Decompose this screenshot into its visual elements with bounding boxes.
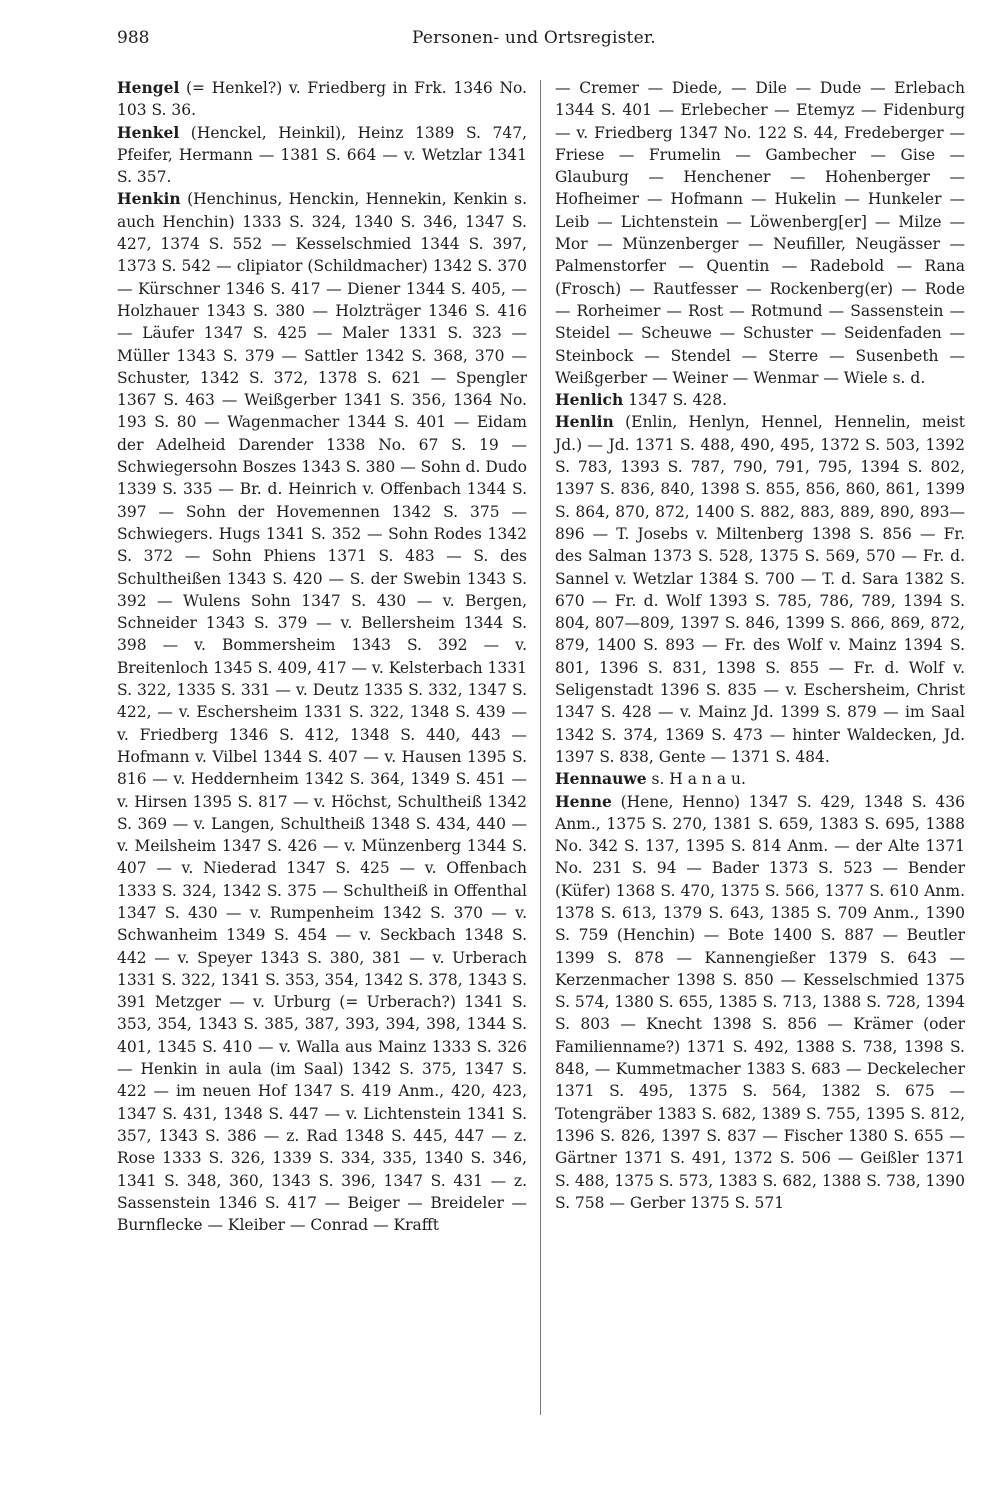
- column-divider: [540, 80, 541, 1415]
- entry-head: Hengel: [117, 78, 180, 97]
- index-entry: [555, 791, 965, 1215]
- index-entry: [555, 389, 965, 411]
- index-entry: [117, 188, 527, 1236]
- left-column: [117, 77, 527, 1236]
- index-entry: [117, 77, 527, 122]
- entry-text: (= Henkel?) v. Friedberg in Frk. 1346 No. 103 S. 36.: [117, 79, 527, 120]
- page-number: 988: [117, 28, 150, 48]
- entry-text: (Henchinus, Henckin, Hennekin, Kenkin s. auch Henchin) 1333 S. 324, 1340 S. 346, 1347 S. 427, 1374 S. 552 — Kesselschmied 1344 S. 397, 1373 S. 542 — clipiator (Schildmacher) 1342 S. 370 — Kürschner 1346 S. 417 — Diener 1344 S. 405, — Holzhauer 1343 S. 380 — Holzträger 1346 S. 416 — Läufer 1347 S. 425 — Maler 1331 S. 323 — Müller 1343 S. 379 — Sattler 1342 S. 368, 370 — Schuster, 1342 S. 372, 1378 S. 621 — Spengler 1367 S. 463 — Weißgerber 1341 S. 356, 1364 No. 193 S. 80 — Wagenmacher 1344 S. 401 — Eidam der Adelheid Darender 1338 No. 67 S. 19 — Schwiegersohn Boszes 1343 S. 380 — Sohn d. Dudo 1339 S. 335 — Br. d. Heinrich v. Offenbach 1344 S. 397 — Sohn der Hovemennen 1342 S. 375 — Schwiegers. Hugs 1341 S. 352 — Sohn Rodes 1342 S. 372 — Sohn Phiens 1371 S. 483 — S. des Schultheißen 1343 S. 420 — S. der Swebin 1343 S. 392 — Wulens Sohn 1347 S. 430 — v. Bergen, Schneider 1343 S. 379 — v. Bellersheim 1344 S. 398 — v. Bommersheim 1343 S. 392 — v. Breitenloch 1345 S. 409, 417 — v. Kelsterbach 1331 S. 322, 1335 S. 331 — v. Deutz 1335 S. 332, 1347 S. 422, — v. Eschersheim 1331 S. 322, 1348 S. 439 — v. Friedberg 1346 S. 412, 1348 S. 440, 443 — Hofmann v. Vilbel 1344 S. 407 — v. Hausen 1395 S. 816 — v. Heddernheim 1342 S. 364, 1349 S. 451 — v. Hirsen 1395 S. 817 — v. Höchst, Schultheiß 1342 S. 369 — v. Langen, Schultheiß 1348 S. 434, 440 — v. Meilsheim 1347 S. 426 — v. Münzenberg 1344 S. 407 — v. Niederad 1347 S. 425 — v. Offenbach 1333 S. 324, 1342 S. 375 — Schultheiß in Offenthal 1347 S. 430 — v. Rumpenheim 1342 S. 370 — v. Schwanheim 1349 S. 454 — v. Seckbach 1348 S. 442 — v. Speyer 1343 S. 380, 381 — v. Urberach 1331 S. 322, 1341 S. 353, 354, 1342 S. 378, 1343 S. 391 Metzger — v. Urburg (= Urberach?) 1341 S. 353, 354, 1343 S. 385, 387, 393, 394, 398, 1344 S. 401, 1345 S. 410 — v. Walla aus Mainz 1333 S. 326 — Henkin in aula (im Saal) 1342 S. 375, 1347 S. 422 — im neuen Hof 1347 S. 419 Anm., 420, 423, 1347 S. 431, 1348 S. 447 — v. Lichtenstein 1341 S. 357, 1343 S. 386 — z. Rad 1348 S. 445, 447 — z. Rose 1333 S. 326, 1339 S. 334, 335, 1340 S. 346, 1341 S. 348, 360, 1343 S. 396, 1347 S. 431 — z. Sassenstein 1346 S. 417 — Beiger — Breideler — Burnflecke — Kleiber — Conrad — Krafft: [117, 190, 528, 1235]
- index-entry: [555, 768, 965, 790]
- running-head: Personen- und Ortsregister.: [412, 28, 656, 48]
- index-entry-continuation: [555, 77, 965, 389]
- entry-head: Henne: [555, 791, 612, 811]
- entry-text: (Hene, Henno) 1347 S. 429, 1348 S. 436 Anm., 1375 S. 270, 1381 S. 659, 1383 S. 695, 1388 No. 342 S. 137, 1395 S. 814 Anm. — der Alte 1371 No. 231 S. 94 — Bader 1373 S. 523 — Bender (Küfer) 1368 S. 470, 1375 S. 566, 1377 S. 610 Anm. 1378 S. 613, 1379 S. 643, 1385 S. 709 Anm., 1390 S. 759 (Henchin) — Bote 1400 S. 887 — Beutler 1399 S. 878 — Kannengießer 1379 S. 643 — Kerzenmacher 1398 S. 850 — Kesselschmied 1375 S. 574, 1380 S. 655, 1385 S. 713, 1388 S. 728, 1394 S. 803 — Knecht 1398 S. 856 — Krämer (oder Familienname?) 1371 S. 492, 1388 S. 738, 1398 S. 848, — Kummetmacher 1383 S. 683 — Deckelecher 1371 S. 495, 1375 S. 564, 1382 S. 675 — Totengräber 1383 S. 682, 1389 S. 755, 1395 S. 812, 1396 S. 826, 1397 S. 837 — Fischer 1380 S. 655 — Gärtner 1371 S. 491, 1372 S. 506 — Geißler 1371 S. 488, 1375 S. 573, 1383 S. 682, 1388 S. 738, 1390 S. 758 — Gerber 1375 S. 571: [555, 792, 966, 1212]
- entry-text: — Cremer — Diede, — Dile — Dude — Erlebach 1344 S. 401 — Erlebecher — Etemyz — Fidenburg — v. Friedberg 1347 No. 122 S. 44, Fredeberger — Friese — Frumelin — Gambecher — Gise — Glauburg — Henchener — Hohenberger — Hofheimer — Hofmann — Hukelin — Hunkeler — Leib — Lichtenstein — Löwenberg[er] — Milze — Mor — Münzenberger — Neufiller, Neugässer — Palmenstorfer — Quentin — Radebold — Rana (Frosch) — Rautfesser — Rockenberg(er) — Rode — Rorheimer — Rost — Rotmund — Sassenstein — Steidel — Scheuwe — Schuster — Seidenfaden — Steinbock — Stendel — Sterre — Susenbeth — Weißgerber — Weiner — Wenmar — Wiele s. d.: [555, 79, 965, 387]
- right-column: [555, 77, 965, 1214]
- index-entry: [555, 411, 965, 768]
- entry-head: Henlin: [555, 412, 614, 432]
- entry-head: Henlich: [555, 390, 624, 410]
- entry-text: s. H a n a u.: [646, 770, 746, 789]
- entry-text: (Henckel, Heinkil), Heinz 1389 S. 747, Pfeifer, Hermann — 1381 S. 664 — v. Wetzlar 1341 S. 357.: [117, 123, 527, 187]
- entry-text: (Enlin, Henlyn, Hennel, Hennelin, meist Jd.) — Jd. 1371 S. 488, 490, 495, 1372 S. 503, 1392 S. 783, 1393 S. 787, 790, 791, 795, 1394 S. 802, 1397 S. 836, 840, 1398 S. 855, 856, 860, 861, 1399 S. 864, 870, 872, 1400 S. 882, 883, 889, 890, 893—896 — T. Josebs v. Miltenberg 1398 S. 856 — Fr. des Salman 1373 S. 528, 1375 S. 569, 570 — Fr. d. Sannel v. Wetzlar 1384 S. 700 — T. d. Sara 1382 S. 670 — Fr. d. Wolf 1393 S. 785, 786, 789, 1394 S. 804, 807—809, 1397 S. 846, 1399 S. 866, 869, 872, 879, 1400 S. 893 — Fr. des Wolf v. Mainz 1394 S. 801, 1396 S. 831, 1398 S. 855 — Fr. d. Wolf v. Seligenstadt 1396 S. 835 — v. Eschersheim, Christ 1347 S. 428 — v. Mainz Jd. 1399 S. 879 — im Saal 1342 S. 374, 1369 S. 473 — hinter Waldecken, Jd. 1397 S. 838, Gente — 1371 S. 484.: [555, 413, 965, 766]
- index-entry: [117, 122, 527, 189]
- entry-head: Henkel: [117, 122, 180, 142]
- entry-head: Henkin: [117, 189, 181, 209]
- entry-head: Hennauwe: [555, 769, 647, 789]
- entry-text: 1347 S. 428.: [623, 391, 727, 410]
